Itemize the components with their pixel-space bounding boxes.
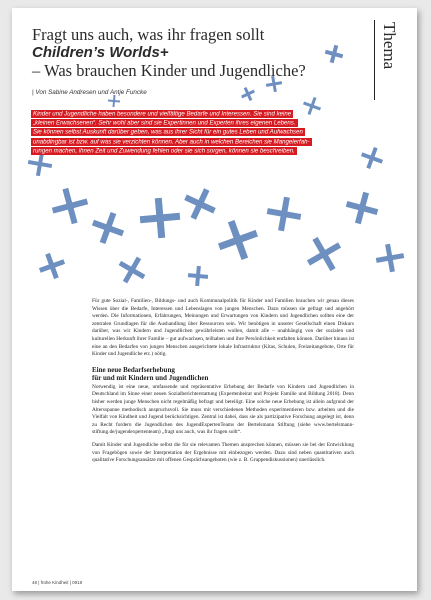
section-label <box>374 20 403 100</box>
article-authors: | Von Sabine Andresen und Antje Funcke <box>32 89 147 96</box>
intro-line: „kleinen Erwachsenen“. Sehr wohl aber sind sie Expertinnen und Experten ihres eigenen Lebens. <box>33 119 296 127</box>
title-line-3: – Was brauchen Kinder und Jugendliche? <box>32 61 306 80</box>
body-paragraph-2: Notwendig ist eine neue, umfassende und repräsentative Erhebung der Bedarfe von Kindern und Jugendlichen in Deutschland im Sinne einer neuen Sozialberichterstattung (Expertenbeirat und Projekt Familie und Bildung 2018). Denn bisher werden junge Menschen nicht regelmäßig befragt und beteiligt. Eine solche neue Erhebung ist allein aufgrund der Altersspanne methodisch anspruchsvoll. Sie muss mit verschiedenen Methoden experimentieren bzw. arbeiten und die Vielfalt von Kindheit und Jugend berücksichtigen. Zentral ist dabei, dass sie als partizipative Forschung angelegt ist, denn zu Recht fordern die Jugendlichen des JugendExpertenTeams der Bertelsmann Stiftung (siehe www.bertelsmann-stiftung.de/jugendexpertenteam) „fragt uns auch, was ihr fragen sollt“. <box>92 383 354 436</box>
section-heading-line-1: Eine neue Bedarfserhebung <box>92 365 175 374</box>
intro-line: Sie können selbst Auskunft darüber geben, was aus ihrer Sicht für ein gutes Leben und Aufwachsen <box>33 128 303 136</box>
article-title <box>32 26 377 80</box>
document-page <box>12 8 417 591</box>
section-heading <box>92 366 354 383</box>
section-label-text: Thema <box>380 22 399 70</box>
intro-highlight <box>31 109 351 156</box>
article-body <box>92 298 354 470</box>
section-heading-line-2: für und mit Kindern und Jugendlichen <box>92 374 209 383</box>
intro-line: rungen machen, ihnen Zeit und Zuwendung fehlen oder sie sich sorgen, können sie beschreiben. <box>33 147 295 155</box>
title-line-1: Fragt uns auch, was ihr fragen sollt <box>32 25 265 44</box>
title-line-2: Children’s Worlds+ <box>32 44 169 61</box>
intro-line: unabdingbar ist bzw. auf was sie verzichten können. Aber auch in welchen Bereichen sie Mangelerfah- <box>33 138 310 146</box>
page-footer: 48 | frühe Kindheit | 0918 <box>32 580 83 585</box>
intro-line: Kinder und Jugendliche haben besondere und vielfältige Bedarfe und Interessen. Sie sind keine <box>33 110 292 117</box>
body-paragraph-3: Damit Kinder und Jugendliche selbst die für sie relevanten Themen ansprechen können, müssen sie bei der Entwicklung von Fragebögen sowie der Interpretation der Ergebnisse mit einbezogen werden. Dazu sind neben quantitativen auch qualitative Forschungsansätze mit offenen Gesprächsangeboten (wie z. B. Gruppendiskussionen) unerlässlich. <box>92 441 354 464</box>
body-paragraph-1: Für gute Sozial-, Familien-, Bildungs- und auch Kommunalpolitik für Kinder und Familien brauchen wir genau dieses Wissen über die Bedarfe, Interessen und Lebenslagen von jungen Menschen. Dazu müssen sie gefragt und angehört werden. Die Informationen, Erfahrungen, Meinungen und Erwartungen von Kindern und Jugendlichen sollten eine der zentralen Grundlagen für die Aushandlung über Ressourcen sein. Wir benötigen in unserer Gesellschaft einen Diskurs darüber, was wir Kindern und Jugendlichen gewährleisten wollen, damit alle – unabhängig von der sozialen und kulturellen Herkunft ihrer Familie – gut aufwachsen, teilhaben und ihre Persönlichkeit entfalten können. Darüber hinaus ist eine an den Bedarfen von jungen Menschen ausgerichtete lokale Infrastruktur (Kitas, Schulen, Freizeitangebote, Orte für Kinder und Jugendliche etc.) nötig. <box>92 298 354 358</box>
